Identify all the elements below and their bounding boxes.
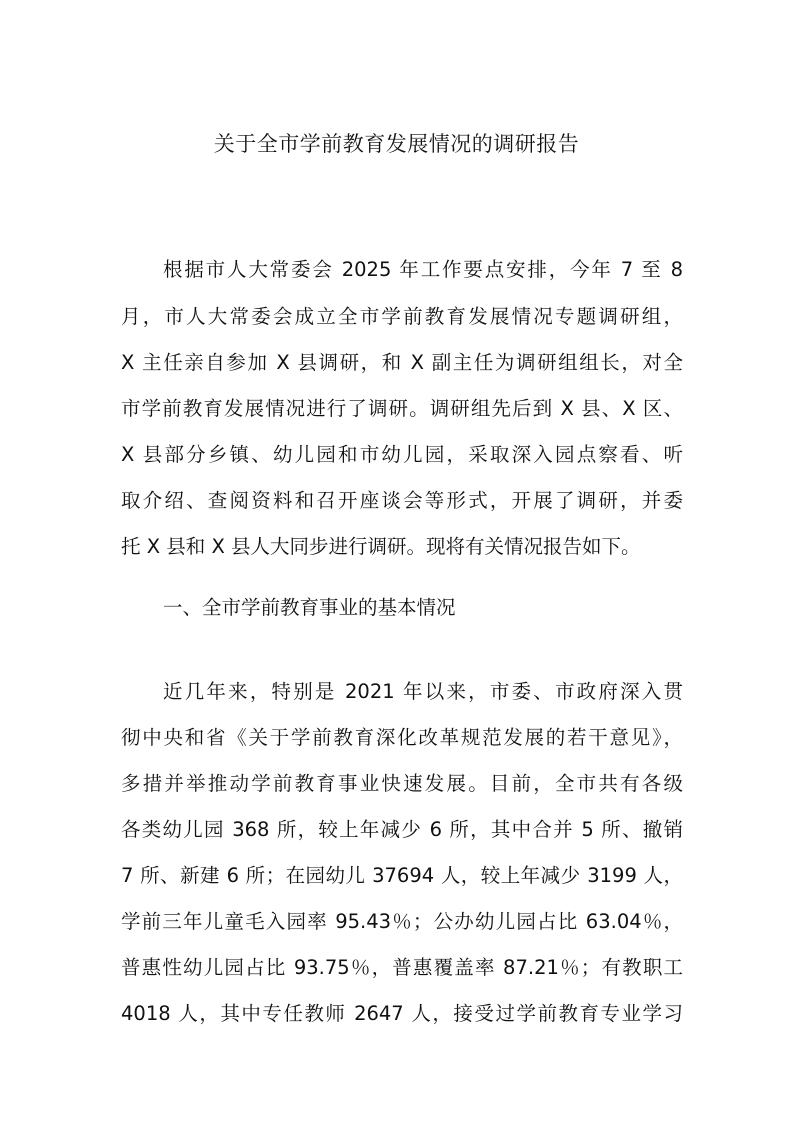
paragraph-2-line-2: 彻中央和省《关于学前教育深化改革规范发展的若干意见》，: [121, 726, 683, 749]
paragraph-2-line-8: 4018 人，其中专任教师 2647 人，接受过学前教育专业学习: [121, 1002, 683, 1025]
paragraph-1-line-6: 取介绍、查阅资料和召开座谈会等形式，开展了调研，并委: [121, 489, 683, 512]
paragraph-2-line-1: 近几年来，特别是 2021 年以来，市委、市政府深入贯: [163, 680, 683, 703]
paragraph-1-line-3: X 主任亲自参加 X 县调研，和 X 副主任为调研组组长，对全: [121, 351, 683, 374]
paragraph-1-line-1: 根据市人大常委会 2025 年工作要点安排，今年 7 至 8: [163, 258, 683, 281]
paragraph-1-line-2: 月，市人大常委会成立全市学前教育发展情况专题调研组，: [121, 305, 683, 328]
paragraph-2-line-7: 普惠性幼儿园占比 93.75％，普惠覆盖率 87.21％；有教职工: [121, 956, 683, 979]
paragraph-2-line-4: 各类幼儿园 368 所，较上年减少 6 所，其中合并 5 所、撤销: [121, 818, 683, 841]
paragraph-1-line-7: 托 X 县和 X 县人大同步进行调研。现将有关情况报告如下。: [121, 535, 641, 558]
paragraph-1-line-4: 市学前教育发展情况进行了调研。调研组先后到 X 县、X 区、: [121, 397, 683, 420]
document-title: 关于全市学前教育发展情况的调研报告: [213, 132, 580, 156]
paragraph-1-line-5: X 县部分乡镇、幼儿园和市幼儿园，采取深入园点察看、听: [121, 443, 683, 466]
paragraph-2-line-6: 学前三年儿童毛入园率 95.43％；公办幼儿园占比 63.04％，: [121, 910, 683, 933]
paragraph-2-line-5: 7 所、新建 6 所；在园幼儿 37694 人，较上年减少 3199 人，: [121, 864, 683, 887]
paragraph-2-line-3: 多措并举推动学前教育事业快速发展。目前，全市共有各级: [121, 772, 683, 795]
section-1-heading: 一、全市学前教育事业的基本情况: [163, 596, 456, 619]
